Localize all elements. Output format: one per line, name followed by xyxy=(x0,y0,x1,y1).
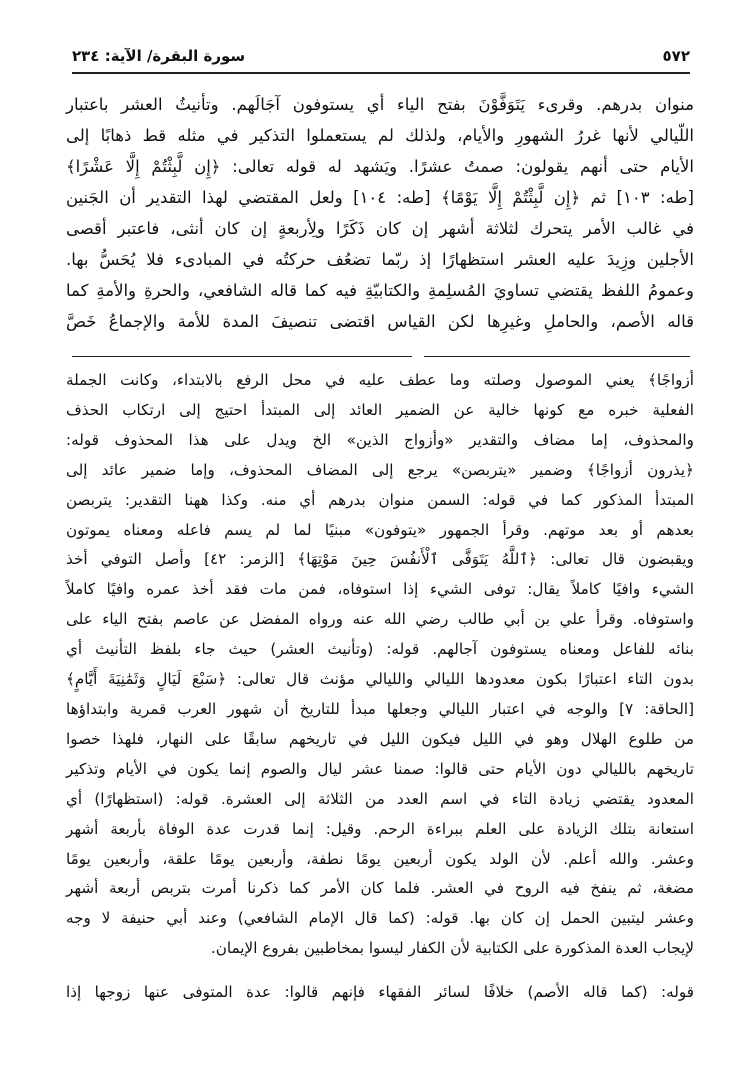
commentary-line: بدون التاء اعتبارًا بكون معدودها الليالي والليالي مؤنث قال تعالى: ﴿سَبْعَ لَيَالٍ وَثَمَٰنِيَةَ أَيَّامٍ﴾ xyxy=(66,670,694,689)
main-text-line: اللّيالي لأنها غررُ الشهورِ والأيام، ولذلك لم يستعملوا التذكير في مثله قط ذهابًا إلى xyxy=(66,126,694,145)
sura-title: سورة البقرة/ الآية: ٢٣٤ xyxy=(72,47,246,65)
commentary-line: بعدهم أو بعد موتهم. وقرأ الجمهور «يتوفون» مبنيًا لما لم يسم فاعله ومعناه يموتون xyxy=(66,520,694,539)
main-text-line: قاله الأصم، والحاملِ وغيرِها لكن القياس اقتضى تنصيفَ المدة للأمة والإجماعُ خَصَّ xyxy=(66,312,694,331)
header-rule xyxy=(72,72,690,74)
page-number: ٥٧٢ xyxy=(662,47,690,65)
commentary-block xyxy=(66,366,694,1008)
commentary-final-line: قوله: (كما قاله الأصم) خلافًا لسائر الفقهاء فإنهم قالوا: عدة المتوفى عنها زوجها إذا xyxy=(66,983,694,1002)
commentary-line: من طلوع الهلال وهو في الليل فيكون الليل في تاريخهم سابقًا على النهار، فلهذا خصوا xyxy=(66,729,694,748)
main-text-line: [طه: ١٠٣] ثم ﴿إِن لَّبِثْتُمْ إِلَّا يَوْمًا﴾ [طه: ١٠٤] ولعل المقتضي لهذا التقدير أن الجَنين xyxy=(66,188,694,207)
commentary-line: استعانة بتلك الزيادة على العلم ببراءة الرحم. وقيل: إنما قدرت عدة الوفاة بأربعة أشهر xyxy=(66,819,694,838)
commentary-line: المعدود يقتضي زيادة التاء في اسم العدد من الثلاثة إلى العشرة. قوله: (استظهارًا) أي xyxy=(66,789,694,808)
commentary-line: مضغة، ثم ينفخ فيه الروح في العشر. فلما كان الأمر كما ذكرنا أمرت بتربص أربعة أشهر xyxy=(66,879,694,898)
footnote-separator xyxy=(72,356,690,357)
commentary-line: الفعلية خبره مع كونها خالية عن الضمير العائد إلى المبتدأ احتيج إلى ارتكاب الحذف xyxy=(66,400,694,419)
commentary-line: تاريخهم بالليالي دون الأيام حتى قالوا: صمنا عشر ليال والصوم إنما يكون في الأيام وتذكير xyxy=(66,759,694,778)
separator-gap xyxy=(412,355,424,358)
commentary-line: ويقبضون قال تعالى: ﴿ٱللَّهُ يَتَوَفَّى ٱلْأَنفُسَ حِينَ مَوْتِهَا﴾ [الزمر: ٤٢] وأصل التوفي أخذ xyxy=(66,550,694,569)
commentary-line: لإيجاب العدة المذكورة على الكتابية لأن الكفار ليسوا بمخاطبين بفروع الإيمان. xyxy=(210,939,694,958)
commentary-line: المبتدأ المذكور كما في قوله: السمن منوان بدرهم أي منه. وكذا ههنا التقدير: يتربصن xyxy=(66,490,694,509)
commentary-line: وعشر ليتبين الحمل إن كان بها. قوله: (كما قال الإمام الشافعي) وعند أبي حنيفة لا وجه xyxy=(66,909,694,928)
running-header xyxy=(72,44,690,68)
commentary-line: بنائه للفاعل ومعناه يستوفون آجالهم. قوله: (وتأنيث العشر) حيث جاء بلفظ التأنيث أي xyxy=(66,640,694,659)
commentary-line: واستوفاه. وقرأ علي بن أبي طالب رضي الله عنه ورواه المفضل عن عاصم بفتح الياء على xyxy=(66,610,694,629)
paragraph-spacer xyxy=(66,964,694,978)
commentary-line: وعشر. والله أعلم. لأن الولد يكون أربعين يومًا نطفة، وأربعين يومًا علقة، وأربعين يومًا xyxy=(66,849,694,868)
main-text-line: الأجلين وزِيدَ عليه العشر استظهارًا إذ ربّما تضعُف حركتُه في المبادىء فلا يُحَسُّ بها. xyxy=(66,250,694,269)
commentary-line: الشيء وافيًا كاملاً يقال: توفى الشيء إذا استوفاه، فمن مات فقد أخذ عمره وافيًا كاملاً xyxy=(66,580,694,599)
main-text-line: في غالب الأمر يتحرك لثلاثة أشهر إن كان ذَكَرًا ولِأربعةٍ إن كان أنثى، فاعتبر أقصى xyxy=(66,219,694,238)
main-text-line: وعمومُ اللفظ يقتضي تساويَ المُسلِمةِ والكتابيّةِ فيه كما قاله الشافعي، والحرةِ والأمةِ كما xyxy=(66,281,694,300)
commentary-line: والمحذوف، إما مضاف والتقدير «وأزواج الذين» الخ ويدل على هذا المحذوف قوله: xyxy=(66,430,694,449)
main-text-block xyxy=(66,89,694,337)
commentary-line: أزواجًا﴾ يعني الموصول وصلته وما عطف عليه في محل الرفع بالابتداء، وكانت الجملة xyxy=(66,371,694,389)
main-text-line: الأيام حتى أنهم يقولون: صمتُ عشرًا. ويَشهد له قوله تعالى: ﴿إِن لَّبِثْتُمْ إِلَّا عَشْرًا﴾ xyxy=(66,157,694,176)
commentary-line: ﴿يذرون أزواجًا﴾ وضمير «يتربصن» يرجع إلى المضاف المحذوف، وإما ضمير عائد إلى xyxy=(66,460,694,479)
main-text-line: منوان بدرهم. وقرىء يَتَوَفَّوْنَ بفتح الياء أي يستوفون آجَالَهم. وتأنيثُ العشر باعتبار xyxy=(66,95,694,114)
commentary-line: [الحاقة: ٧] والوجه في اعتبار الليالي وجعلها مبدأ للتاريخ أن شهور العرب قمرية وابتداؤها xyxy=(66,699,694,718)
